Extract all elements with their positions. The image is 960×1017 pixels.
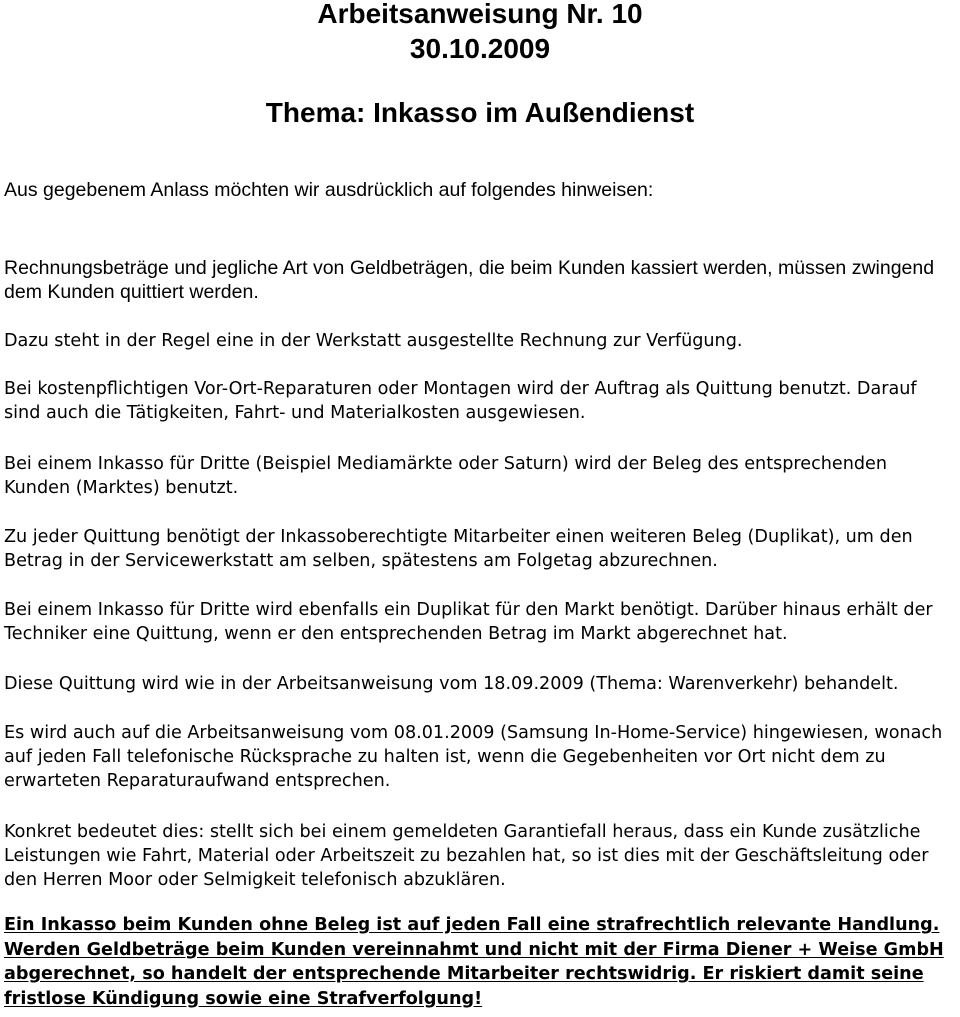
paragraph-warranty-case: Konkret bedeutet dies: stellt sich bei einem gemeldeten Garantiefall heraus, dass ein Kunde zusätzliche Leistungen wie Fahrt, Material oder Arbeitszeit zu bezahlen hat, so ist dies mit der Geschäftsleitung oder den Herren Moor oder Selmigkeit telefonisch abzuklären. [4, 822, 929, 890]
paragraph-workshop-invoice: Dazu steht in der Regel eine in der Werkstatt ausgestellte Rechnung zur Verfügung. [4, 331, 743, 351]
paragraph-onsite-repairs: Bei kostenpflichtigen Vor-Ort-Reparaturen oder Montagen wird der Auftrag als Quittung benutzt. Darauf sind auch die Tätigkeiten, Fahrt- und Materialkosten ausgewiesen. [4, 379, 917, 423]
paragraph-duplicate: Zu jeder Quittung benötigt der Inkassoberechtigte Mitarbeiter einen weiteren Beleg (Duplikat), um den Betrag in der Servicewerkstatt am selben, spätestens am Folgetag abzurechnen. [4, 527, 913, 571]
paragraph-reference-samsung: Es wird auch auf die Arbeitsanweisung vom 08.01.2009 (Samsung In-Home-Service) hingewiesen, wonach auf jeden Fall telefonische Rücksprache zu halten ist, wenn die Gegebenheiten vor Ort nicht dem zu erwarteten Reparaturaufwand entsprechen. [4, 723, 943, 791]
document-title: Arbeitsanweisung Nr. 10 [317, 0, 643, 29]
document-subject: Thema: Inkasso im Außendienst [265, 97, 695, 128]
legal-warning [4, 913, 956, 1011]
document-date: 30.10.2009 [409, 33, 551, 64]
intro-text: Aus gegebenem Anlass möchten wir ausdrücklich auf folgendes hinweisen: [4, 179, 654, 201]
paragraph-receipt-required: Rechnungsbeträge und jegliche Art von Geldbeträgen, die beim Kunden kassiert werden, müssen zwingend dem Kunden quittiert werden. [4, 257, 935, 303]
paragraph-third-party: Bei einem Inkasso für Dritte (Beispiel Mediamärkte oder Saturn) wird der Beleg des entsprechenden Kunden (Marktes) benutzt. [4, 454, 888, 498]
paragraph-reference-warenverkehr: Diese Quittung wird wie in der Arbeitsanweisung vom 18.09.2009 (Thema: Warenverkehr) behandelt. [4, 674, 899, 694]
paragraph-market-duplicate: Bei einem Inkasso für Dritte wird ebenfalls ein Duplikat für den Markt benötigt. Darüber hinaus erhält der Techniker eine Quittung, wenn er den entsprechenden Betrag im Markt abgerechnet hat. [4, 600, 933, 644]
legal-warning-text: Ein Inkasso beim Kunden ohne Beleg ist auf jeden Fall eine strafrechtlich relevante Handlung. Werden Geldbeträge beim Kunden vereinnahmt und nicht mit der Firma Diener + Weise GmbH abgerechnet, so handelt der entsprechende Mitarbeiter rechtswidrig. Er riskiert damit seine fristlose Kündigung sowie eine Strafverfolgung! [4, 915, 944, 1009]
